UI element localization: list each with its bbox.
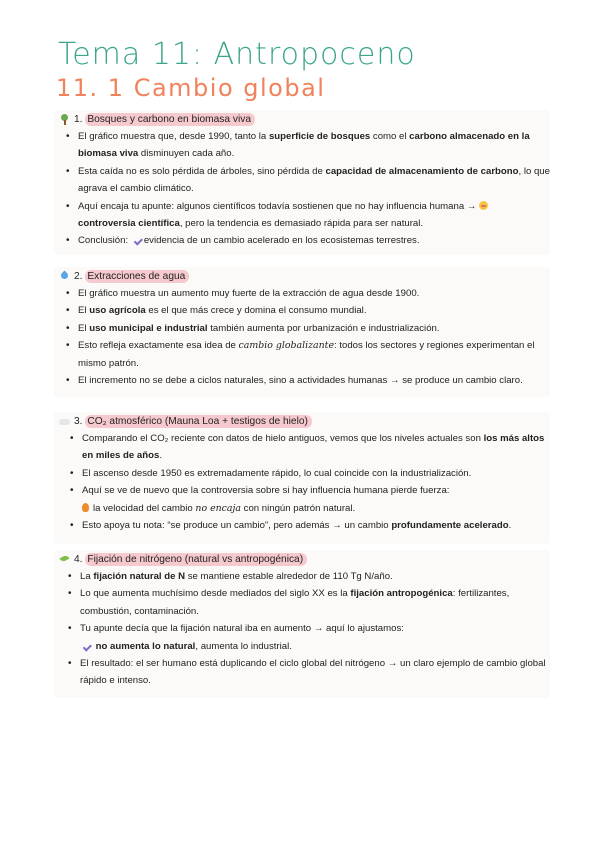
list-item: • Aquí encaja tu apunte: algunos científicos todavía sostienen que no hay influencia humana → controversia científica, pero la tendencia es demasiado rápida para ser natural.: [78, 198, 550, 233]
list-item: • El resultado: el ser humano está duplicando el ciclo global del nitrógeno → un claro ejemplo de cambio global rápido e intenso.: [80, 655, 550, 690]
list-item: • Tu apunte decía que la fijación natural iba en aumento → aquí lo ajustamos: no aumenta lo natural, aumenta lo industrial.: [80, 620, 550, 655]
list-item: • El uso municipal e industrial también aumenta por urbanización e industrialización.: [78, 320, 550, 337]
list-item: • La fijación natural de N se mantiene estable alrededor de 110 Tg N/año.: [80, 568, 550, 585]
section-number: 2.: [74, 270, 83, 282]
section-title: Bosques y carbono en biomasa viva: [85, 113, 255, 126]
checkmark-icon: [132, 237, 141, 244]
section-forests: [54, 110, 550, 255]
section-nitrogen: [54, 550, 550, 698]
fire-icon: [82, 503, 89, 512]
cloud-icon: [59, 416, 70, 427]
list-item: • Esta caída no es solo pérdida de árboles, sino pérdida de capacidad de almacenamiento de carbono, lo que agrava el cambio climático.: [78, 163, 550, 198]
section-number: 4.: [74, 553, 83, 565]
tree-icon: [59, 114, 70, 125]
list-item: • El ascenso desde 1950 es extremadamente rápido, lo cual coincide con la industrialización.: [82, 465, 550, 482]
section-heading: [54, 412, 550, 430]
list-item: • Esto apoya tu nota: “se produce un cambio”, pero además → un cambio profundamente acelerado.: [82, 517, 550, 534]
section-title: Extracciones de agua: [85, 270, 189, 283]
bullet-list: [54, 568, 550, 690]
section-title: Fijación de nitrógeno (natural vs antropogénica): [85, 553, 307, 566]
leaf-icon: [59, 554, 70, 565]
list-item: • Comparando el CO₂ reciente con datos de hielo antiguos, vemos que los niveles actuales son los más altos en miles de años.: [82, 430, 550, 465]
bullet-list: [54, 430, 550, 534]
list-item: • El incremento no se debe a ciclos naturales, sino a actividades humanas → se produce un cambio claro.: [78, 372, 550, 389]
section-heading: [54, 550, 550, 568]
list-item: • Aquí se ve de nuevo que la controversia sobre si hay influencia humana pierde fuerza: la velocidad del cambio no encaja con ningún patrón natural.: [82, 482, 550, 517]
list-item: • Lo que aumenta muchísimo desde mediados del siglo XX es la fijación antropogénica: fertilizantes, combustión, contaminación.: [80, 585, 550, 620]
section-water: [54, 267, 550, 397]
list-item: • Conclusión: evidencia de un cambio acelerado en los ecosistemas terrestres.: [78, 232, 550, 249]
section-number: 1.: [74, 113, 83, 125]
list-item: • Esto refleja exactamente esa idea de cambio globalizante: todos los sectores y regiones experimentan el mismo patrón.: [78, 337, 550, 372]
section-heading: [54, 110, 550, 128]
checkmark-icon: [81, 643, 90, 650]
droplet-icon: [59, 271, 70, 282]
list-item: • El gráfico muestra un aumento muy fuerte de la extracción de agua desde 1900.: [78, 285, 550, 302]
list-item: • El gráfico muestra que, desde 1990, tanto la superficie de bosques como el carbono almacenado en la biomasa viva disminuyen cada año.: [78, 128, 550, 163]
section-title: CO₂ atmosférico (Mauna Loa + testigos de hielo): [85, 415, 312, 428]
page-title: Tema 11: Antropoceno: [58, 37, 416, 72]
list-item: • El uso agrícola es el que más crece y domina el consumo mundial.: [78, 302, 550, 319]
page-subtitle: 11. 1 Cambio global: [56, 74, 326, 102]
bullet-list: [54, 285, 550, 389]
section-co2: [54, 412, 550, 544]
bullet-list: [54, 128, 550, 250]
emoji-face-icon: [479, 201, 488, 210]
section-heading: [54, 267, 550, 285]
section-number: 3.: [74, 415, 83, 427]
